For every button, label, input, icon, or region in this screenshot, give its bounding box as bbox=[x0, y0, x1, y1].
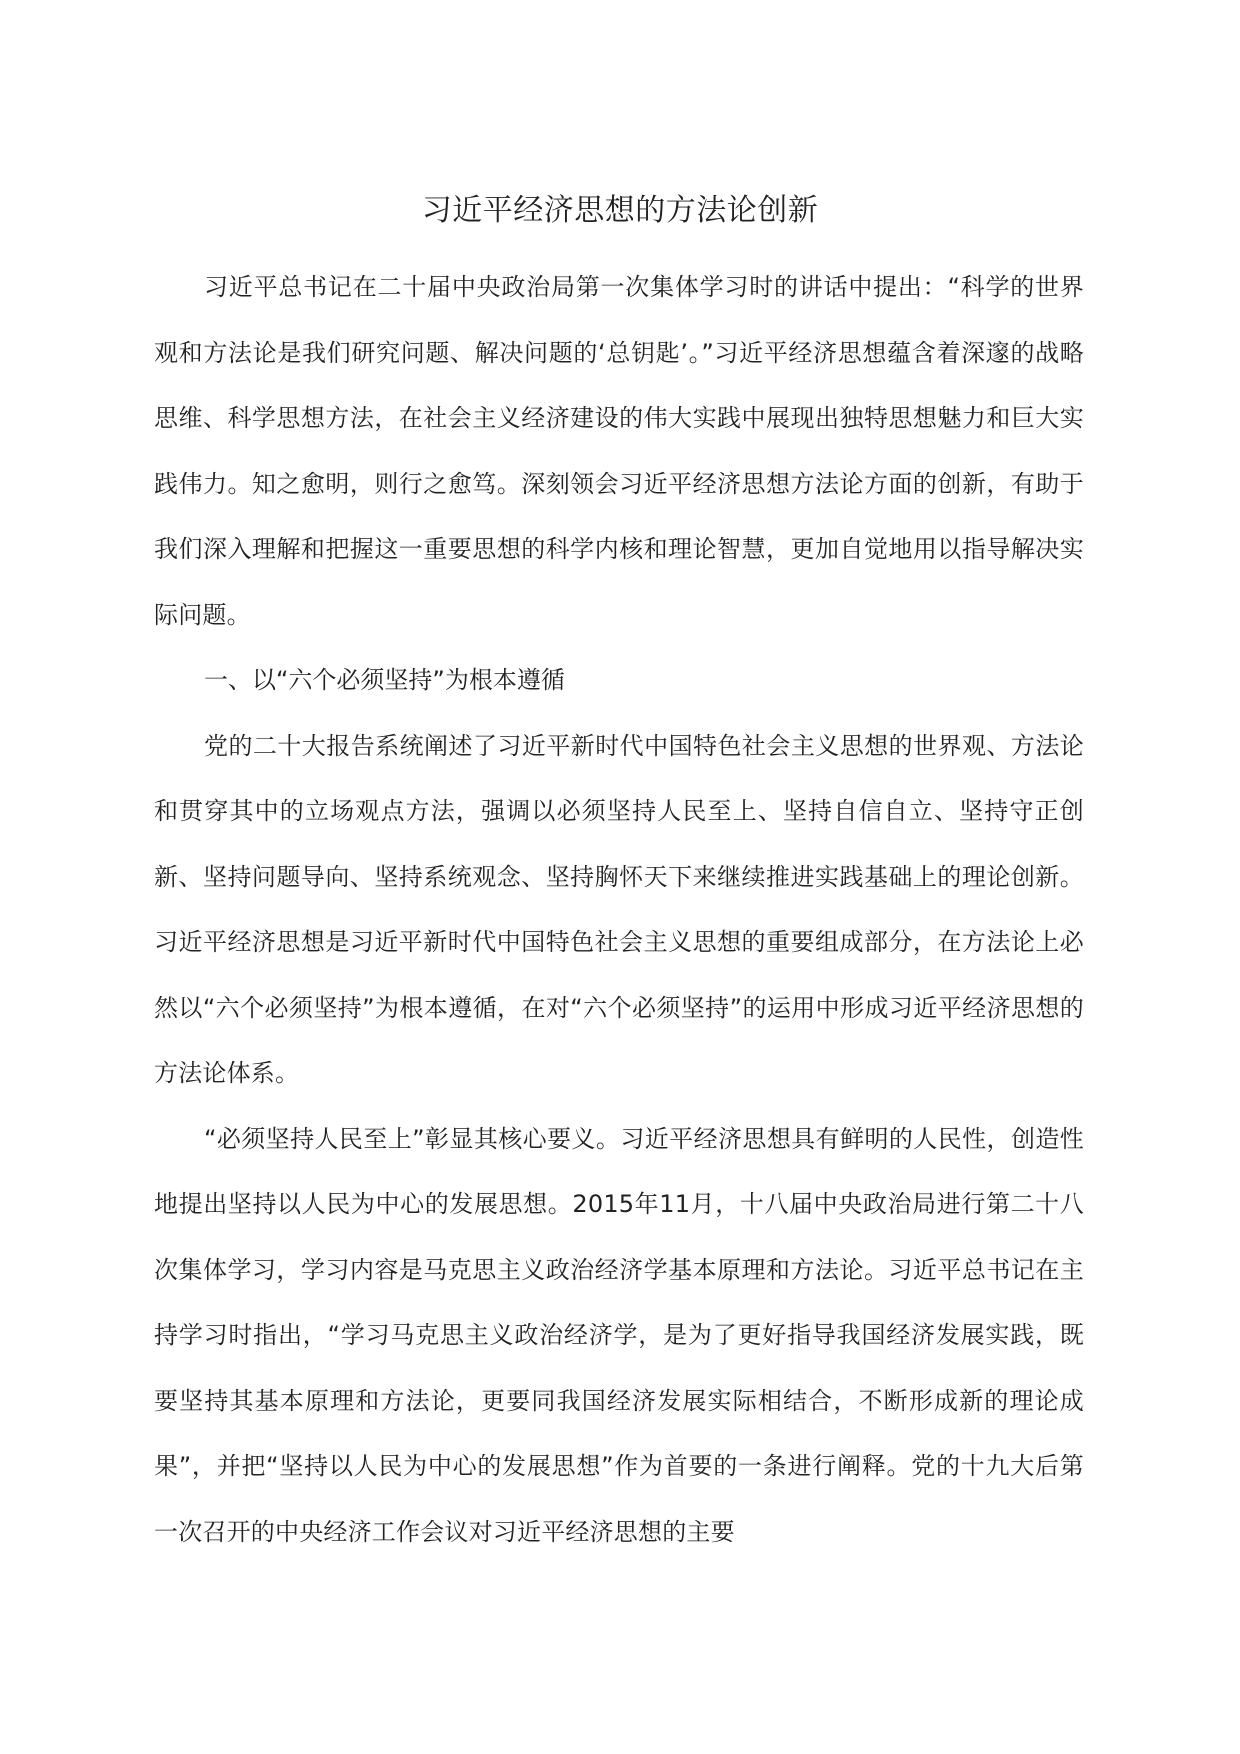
section-heading-1: 一、以“六个必须坚持”为根本遵循 bbox=[204, 666, 565, 694]
paragraph-people-first: “必须坚持人民至上”彰显其核心要义。习近平经济思想具有鲜明的人民性，创造性地提出坚持以人民为中心的发展思想。2015年11月，十八届中央政治局进行第二十八次集体学习，学习内容是马克思主义政治经济学基本原理和方法论。习近平总书记在主持学习时指出，“学习马克思主义政治经济学，是为了更好指导我国经济发展实践，既要坚持其基本原理和方法论，更要同我国经济发展实际相结合，不断形成新的理论成果”，并把“坚持以人民为中心的发展思想”作为首要的一条进行阐释。党的十九大后第一次召开的中央经济工作会议对习近平经济思想的主要 bbox=[154, 1124, 1084, 1546]
document-title: 习近平经济思想的方法论创新 bbox=[421, 193, 819, 228]
paragraph-section-1: 党的二十大报告系统阐述了习近平新时代中国特色社会主义思想的世界观、方法论和贯穿其中的立场观点方法，强调以必须坚持人民至上、坚持自信自立、坚持守正创新、坚持问题导向、坚持系统观念、坚持胸怀天下来继续推进实践基础上的理论创新。习近平经济思想是习近平新时代中国特色社会主义思想的重要组成部分，在方法论上必然以“六个必须坚持”为根本遵循，在对“六个必须坚持”的运用中形成习近平经济思想的方法论体系。 bbox=[154, 731, 1084, 1087]
document-body bbox=[154, 255, 1084, 1565]
paragraph-intro: 习近平总书记在二十届中央政治局第一次集体学习时的讲话中提出：“科学的世界观和方法论是我们研究问题、解决问题的‘总钥匙’。”习近平经济思想蕴含着深邃的战略思维、科学思想方法，在社会主义经济建设的伟大实践中展现出独特思想魅力和巨大实践伟力。知之愈明，则行之愈笃。深刻领会习近平经济思想方法论方面的创新，有助于我们深入理解和把握这一重要思想的科学内核和理论智慧，更加自觉地用以指导解决实际问题。 bbox=[154, 273, 1084, 629]
